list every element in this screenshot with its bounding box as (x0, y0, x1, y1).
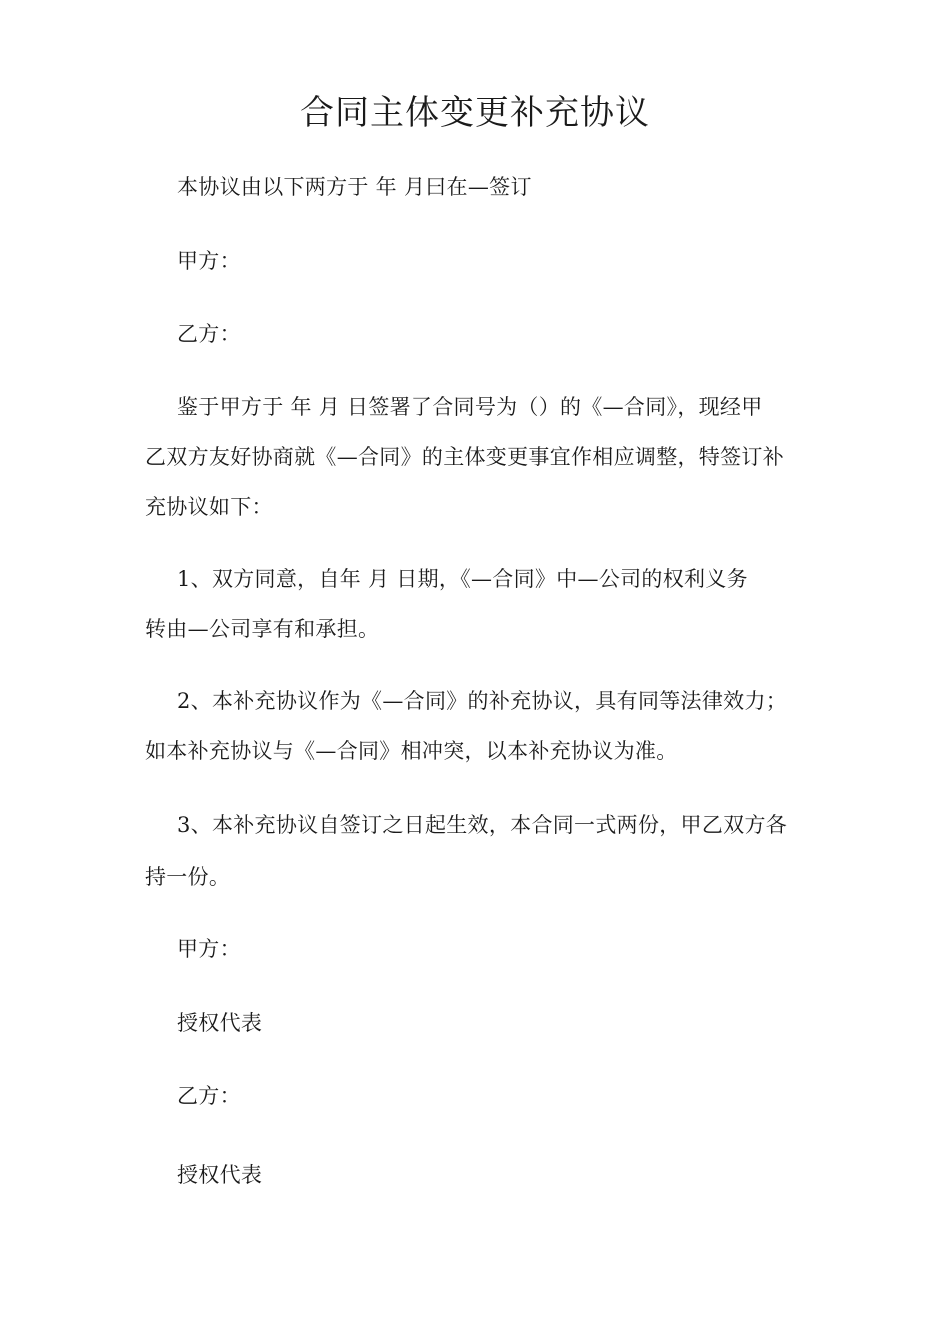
intro-line: 本协议由以下两方于 年 月曰在—签订 (177, 175, 532, 199)
clause-3-line-2: 持一份。 (145, 865, 231, 889)
party-a-label: 甲方： (177, 249, 241, 273)
recital-line-1: 鉴于甲方于 年 月 日签署了合同号为（）的《—合同》，现经甲 (177, 395, 763, 419)
clause-3-line-1: 3、本补充协议自签订之日起生效，本合同一式两份，甲乙双方各 (177, 813, 788, 837)
signature-party-b-label: 乙方： (177, 1084, 241, 1108)
clause-1-line-1: 1、双方同意，自年 月 日期，《—合同》中—公司的权利义务 (177, 567, 748, 591)
recital-line-3: 充协议如下： (145, 495, 273, 519)
signature-party-a-rep: 授权代表 (177, 1011, 263, 1035)
signature-party-a-label: 甲方： (177, 937, 241, 961)
clause-1-line-2: 转由—公司享有和承担。 (145, 617, 380, 641)
clause-2-line-2: 如本补充协议与《—合同》相冲突，以本补充协议为准。 (145, 739, 678, 763)
signature-party-b-rep: 授权代表 (177, 1163, 263, 1187)
recital-line-2: 乙双方友好协商就《—合同》的主体变更事宜作相应调整，特签订补 (145, 445, 784, 469)
document-title: 合同主体变更补充协议 (300, 93, 650, 133)
party-b-label: 乙方： (177, 322, 241, 346)
clause-2-line-1: 2、本补充协议作为《—合同》的补充协议，具有同等法律效力； (177, 689, 788, 713)
